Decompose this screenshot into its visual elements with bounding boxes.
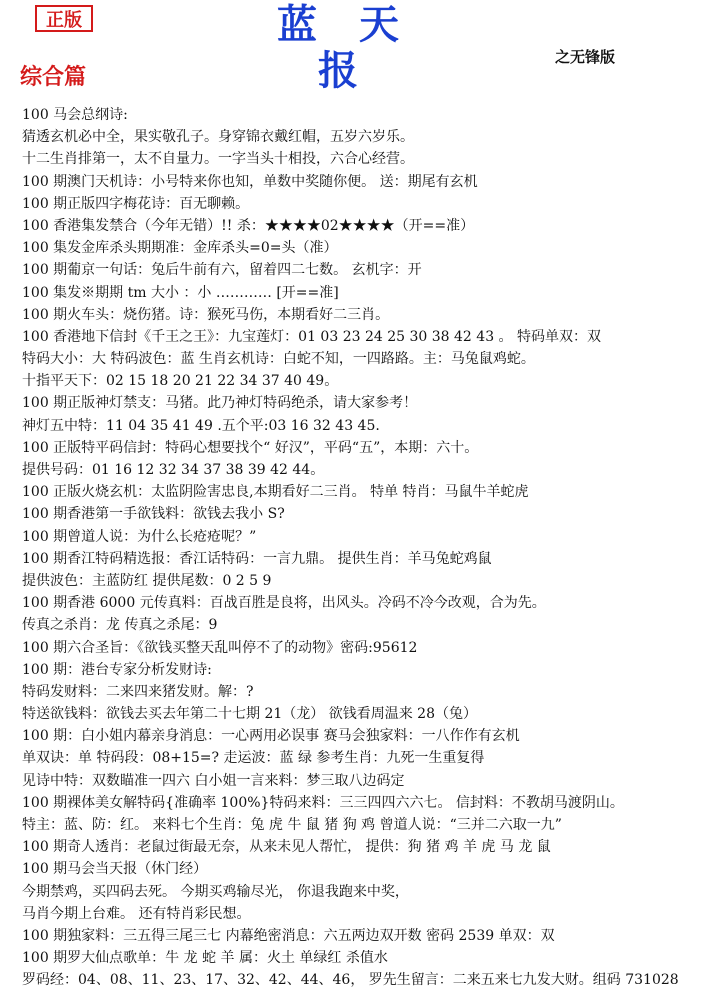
text-line: 100 集发※期期 tm 大小 ：小 ………… [开==准] [22, 284, 339, 301]
genuine-edition-badge: 正版 [35, 5, 93, 32]
text-line: 100 期火车头：烧伤猪。诗：猴死马伤，本期看好二三肖。 [22, 306, 390, 323]
text-line: 特码发财料：二来四来猪发财。解：? [22, 683, 254, 700]
text-line: 100 期澳门天机诗：小号特来你也知，单数中奖随你便。 送：期尾有玄机 [22, 173, 478, 190]
text-line: 特送欲钱料：欲钱去买去年第二十七期 21（龙） 欲钱看周温来 28（兔） [22, 706, 477, 723]
text-line: 100 期正版神灯禁支：马猪。此乃神灯特码绝杀，请大家参考！ [22, 395, 418, 412]
text-line: 100 期葡京一句话：兔后牛前有六，留着四二七数。 玄机字：开 [22, 262, 422, 279]
text-line: 神灯五中特：11 04 35 41 49 .五个平:03 16 32 43 45. [22, 417, 380, 434]
text-line: 见诗中特：双数瞄准一四六 白小姐一言来料：梦三取八边码定 [22, 772, 405, 789]
text-line: 马肖今期上台难。 还有特肖彩民想。 [22, 905, 251, 922]
edition-label: 之无锋版 [555, 48, 616, 66]
text-line: 100 马会总纲诗: [22, 107, 128, 123]
text-line: 提供号码：01 16 12 32 34 37 38 39 42 44。 [22, 462, 325, 478]
text-line: 100 期奇人透肖：老鼠过街最无奈，从来未见人帮忙， 提供：狗 猪 鸡 羊 虎 马 龙 鼠 [22, 839, 551, 856]
text-line: 100 香港集发禁合（今年无错）!! 杀：★★★★02★★★★（开==准） [22, 217, 475, 234]
text-line: 100 期香江特码精选报：香江话特码：一言九鼎。 提供生肖：羊马兔蛇鸡鼠 [22, 550, 492, 567]
text-line: 100 期裸体美女解特码{准确率 100%}特码来料：三三四四六六七。 信封料：不教胡马渡阴山。 [22, 794, 624, 811]
text-line: 100 正版火烧玄机：太监阴险害忠良,本期看好二三肖。 特单 特肖：马鼠牛羊蛇虎 [22, 484, 529, 501]
text-line: 十指平天下：02 15 18 20 21 22 34 37 40 49。 [22, 373, 339, 390]
text-line: 特码大小：大 特码波色：蓝 生肖玄机诗：白蛇不知，一四路路。主：马兔鼠鸡蛇。 [22, 351, 535, 368]
text-line: 100 期香港 6000 元传真料：百战百胜是良将，出风头。冷码不冷今改观，合为先。 [22, 595, 546, 612]
text-line: 100 香港地下信封《千王之王》：九宝莲灯：01 03 23 24 25 30 38 42 43 。 特码单双：双 [22, 328, 602, 345]
text-line: 100 期独家料：三五得三尾三七 内幕绝密消息：六五两边双开数 密码 2539 单双：双 [22, 927, 555, 944]
text-line: 罗码经：04、08、11、23、17、32、42、44、46， 罗先生留言：二来五来七九发大财。组码 731028 [22, 972, 679, 989]
text-line: 100 期曾道人说：为什么长疮疮呢？” [22, 528, 257, 545]
section-heading: 综合篇 [20, 64, 87, 90]
text-line: 100 期香港第一手欲钱料：欲钱去我小 S? [22, 506, 285, 523]
text-line: 100 集发金库杀头期期准：金库杀头=0=头（准） [22, 240, 338, 257]
text-line: 今期禁鸡，买四码去死。 今期买鸡输尽光， 你退我跑来中奖， [22, 883, 409, 900]
text-line: 十二生肖排第一，太不自量力。一字当头十相投，六合心经营。 [22, 151, 414, 168]
text-line: 100 期：白小姐内幕亲身消息：一心两用必误事 赛马会独家料：一八作作有玄机 [22, 728, 520, 745]
text-line: 100 期马会当天报（休门经） [22, 861, 208, 878]
text-line: 提供波色：主蓝防红 提供尾数：0 2 5 9 [22, 572, 272, 589]
text-line: 100 期六合圣旨：《欲钱买整天乱叫停不了的动物》密码:95612 [22, 639, 418, 656]
text-line: 特主：蓝、防：红。 来料七个生肖：兔 虎 牛 鼠 猪 狗 鸡 曾道人说：“三并二六取一九” [22, 817, 562, 833]
article-body [22, 104, 702, 992]
text-line: 传真之杀肖：龙 传真之杀尾：9 [22, 617, 218, 634]
text-line: 100 期：港台专家分析发财诗: [22, 661, 212, 678]
text-line: 100 期正版四字梅花诗：百无聊赖。 [22, 195, 250, 212]
text-line: 100 正版特平码信封：特码心想要找个“ 好汉”，平码“五”，本期：六十。 [22, 439, 479, 456]
text-line: 单双诀：单 特码段：08+15=? 走运波：蓝 绿 参考生肖：九死一生重复得 [22, 750, 485, 767]
text-line: 猜透玄机必中全，果实敬孔子。身穿锦衣戴红帽，五岁六岁乐。 [22, 129, 414, 146]
text-line: 100 期罗大仙点歌单：牛 龙 蛇 羊 属：火土 单绿红 杀值水 [22, 950, 388, 967]
newspaper-title: 蓝 天 报 [277, 1, 413, 94]
